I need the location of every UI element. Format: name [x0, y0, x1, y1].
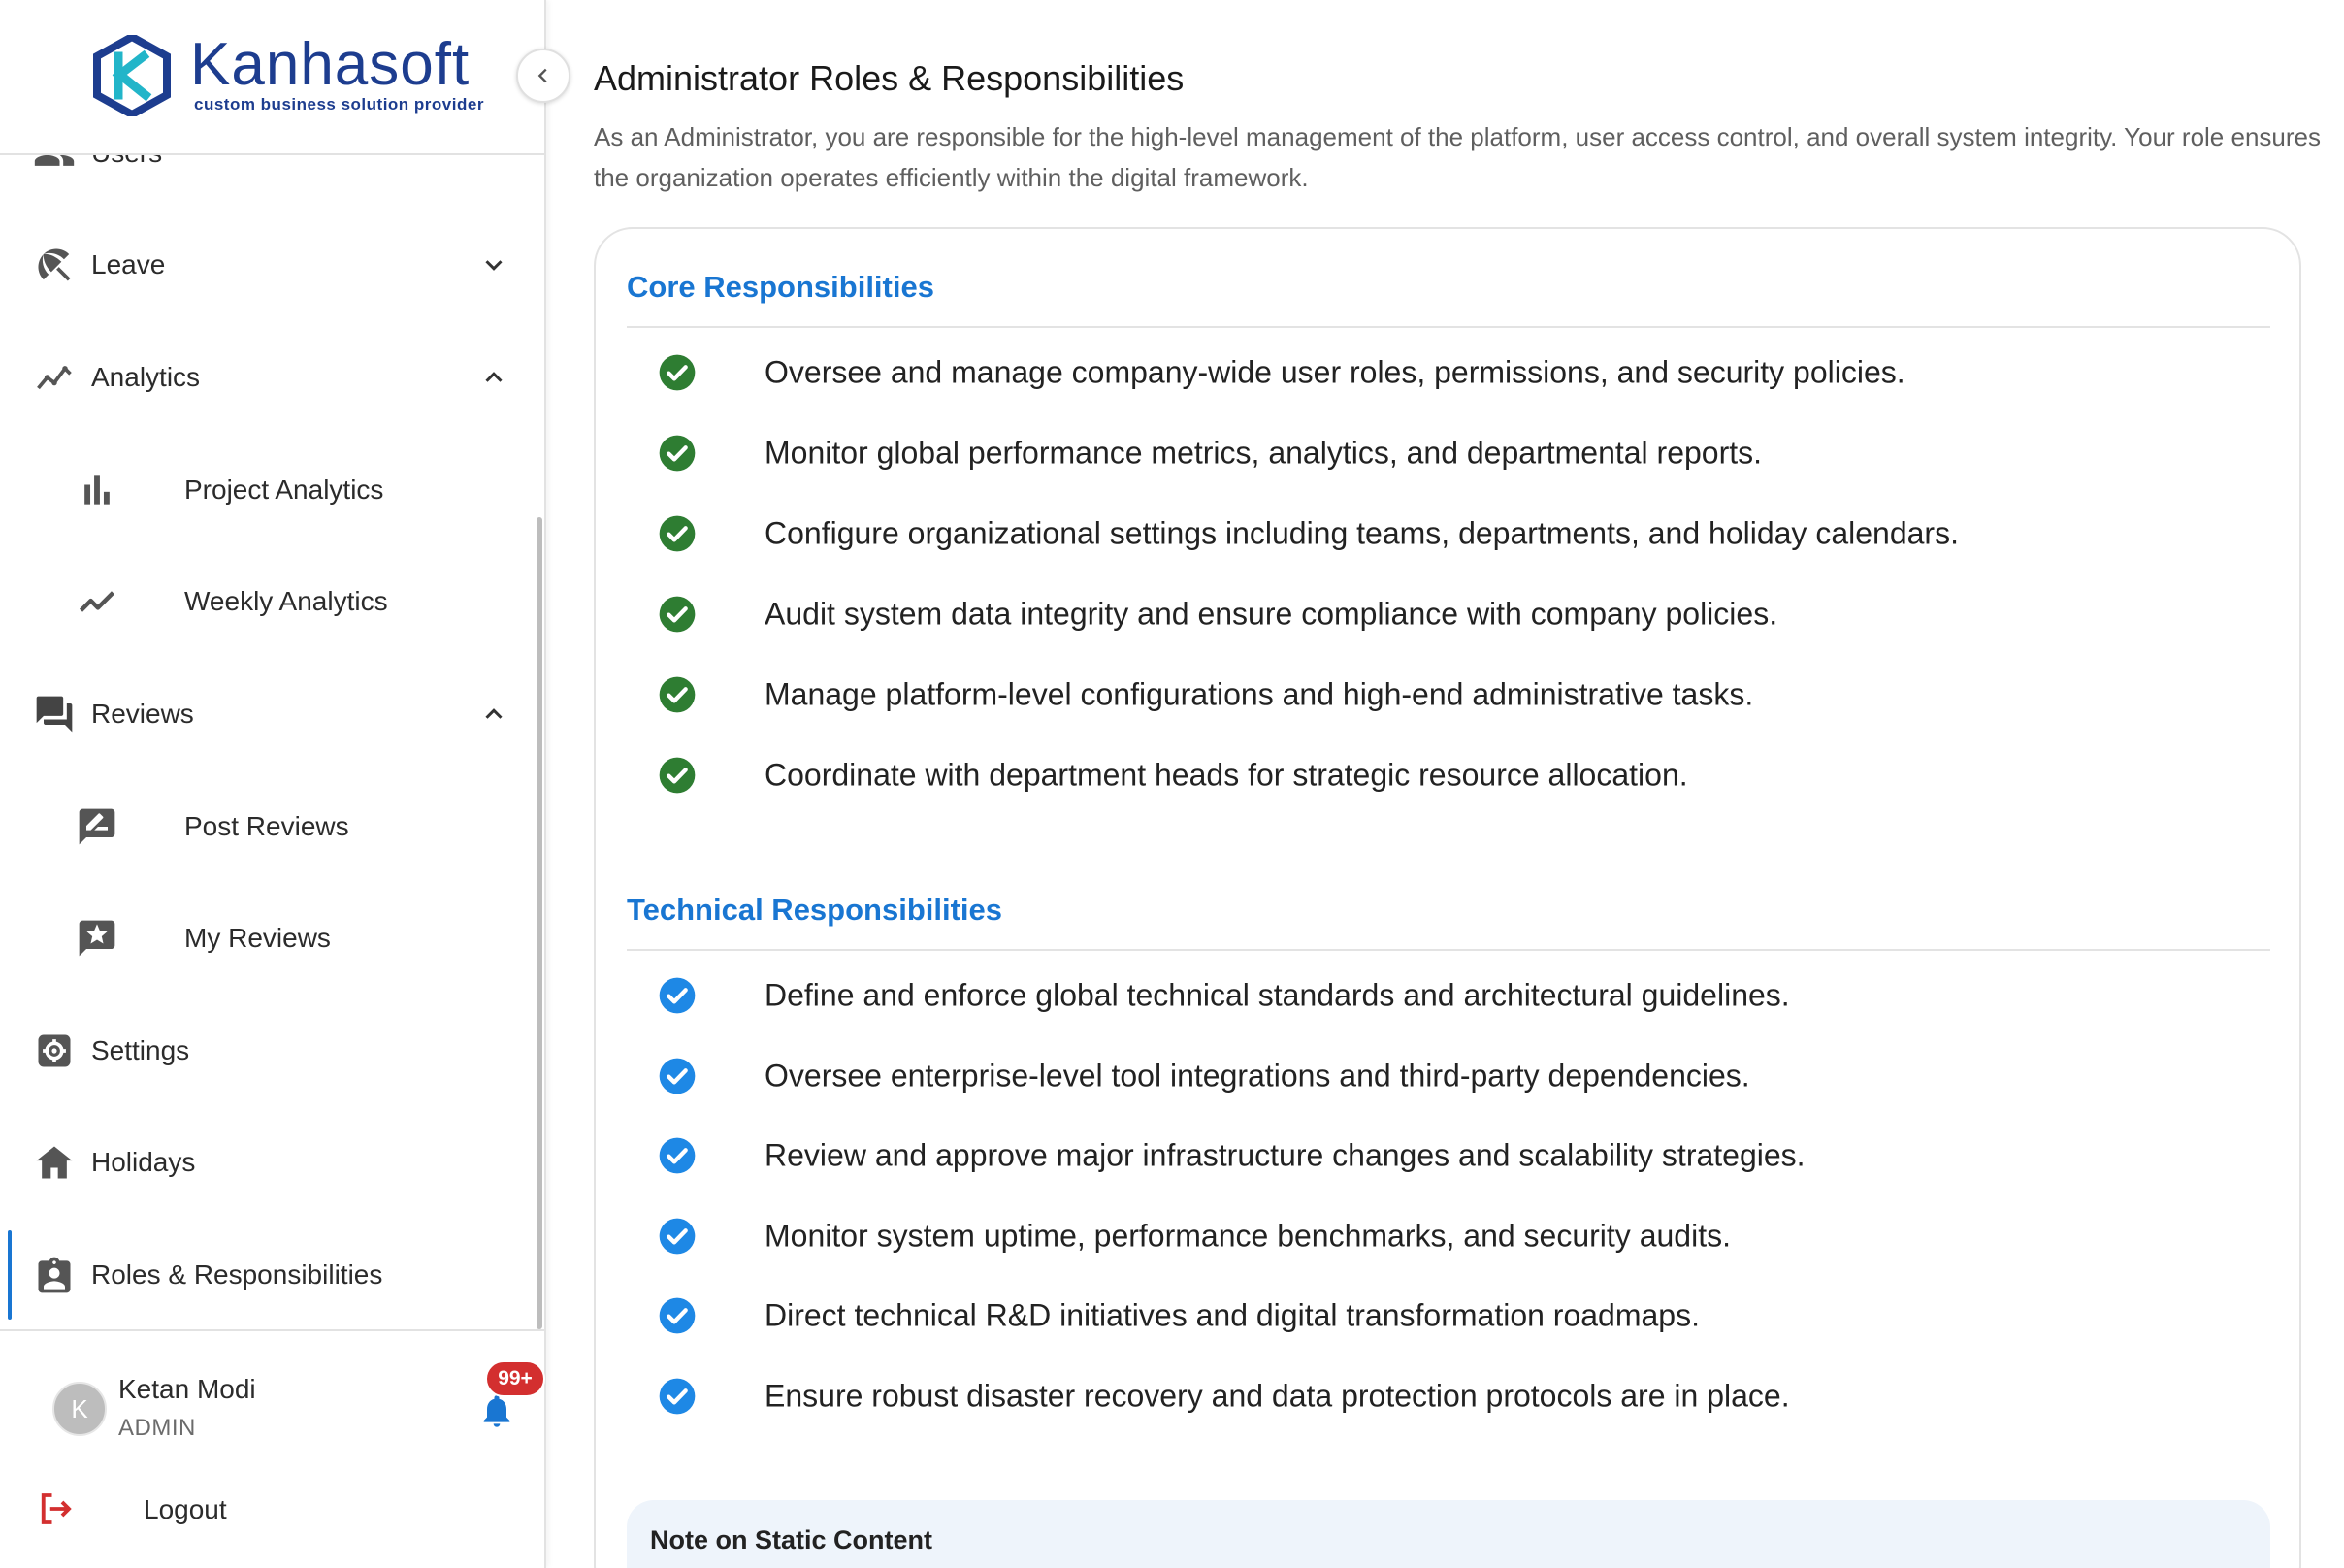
- trend-line-icon: [76, 580, 118, 623]
- sidebar-item-label: Project Analytics: [184, 474, 384, 505]
- sidebar-item-label: Post Reviews: [184, 811, 349, 841]
- chevron-up-icon[interactable]: [479, 363, 508, 392]
- chevron-left-icon: [533, 65, 554, 86]
- responsibility-text: Oversee and manage company-wide user roles, permissions, and security policies.: [765, 354, 1905, 390]
- list-item: [596, 505, 2303, 563]
- list-item: [596, 1207, 2303, 1265]
- sidebar-item-post-reviews[interactable]: [0, 778, 544, 875]
- sidebar-collapse-button[interactable]: [516, 49, 570, 103]
- responsibility-text: Monitor system uptime, performance benchmarks, and security audits.: [765, 1218, 1731, 1253]
- sidebar-item-holidays[interactable]: [0, 1114, 544, 1211]
- sidebar-item-label: Holidays: [91, 1147, 196, 1177]
- list-item: [596, 666, 2303, 724]
- list-item: [596, 1367, 2303, 1425]
- responsibility-text: Direct technical R&D initiatives and digital transformation roadmaps.: [765, 1297, 1700, 1333]
- check-circle-icon: [658, 595, 697, 634]
- rate-review-icon: [76, 805, 118, 848]
- list-item: [596, 1287, 2303, 1345]
- user-role: ADMIN: [118, 1415, 196, 1441]
- note-title: Note on Static Content: [650, 1525, 932, 1554]
- responsibility-text: Define and enforce global technical standards and architectural guidelines.: [765, 977, 1790, 1013]
- analytics-icon: [33, 356, 76, 399]
- core-section-title: Core Responsibilities: [627, 270, 934, 304]
- brand-name: Kanhasoft: [190, 31, 471, 98]
- sidebar-item-label: Settings: [91, 1035, 190, 1065]
- sidebar-nav: [0, 0, 544, 1329]
- user-panel: [0, 1329, 544, 1568]
- check-circle-icon: [658, 756, 697, 795]
- sidebar-item-settings[interactable]: [0, 1002, 544, 1099]
- responsibility-text: Manage platform-level configurations and high-end administrative tasks.: [765, 676, 1754, 712]
- star-review-icon: [76, 917, 118, 960]
- sidebar-item-label: Roles & Responsibilities: [91, 1259, 383, 1290]
- sidebar-item-leave[interactable]: [0, 216, 544, 313]
- leave-icon: [33, 244, 76, 286]
- technical-section-title: Technical Responsibilities: [627, 893, 1003, 927]
- kanhasoft-logo-icon: [93, 35, 171, 116]
- check-circle-icon: [658, 1136, 697, 1175]
- logout-button[interactable]: Logout: [144, 1494, 227, 1524]
- divider: [627, 949, 2270, 951]
- sidebar-item-label: Reviews: [91, 699, 194, 729]
- badge-icon: [33, 1254, 76, 1296]
- list-item: [596, 746, 2303, 804]
- sidebar-item-weekly-analytics[interactable]: [0, 553, 544, 650]
- responsibility-text: Review and approve major infrastructure changes and scalability strategies.: [765, 1137, 1806, 1173]
- responsibility-text: Coordinate with department heads for strategic resource allocation.: [765, 757, 1688, 793]
- list-item: [596, 966, 2303, 1025]
- list-item: [596, 585, 2303, 643]
- list-item: [596, 1127, 2303, 1185]
- logo-header: [0, 0, 544, 155]
- sidebar-item-label: Leave: [91, 249, 166, 279]
- notification-badge: 99+: [485, 1360, 545, 1397]
- sidebar-item-roles-responsibilities[interactable]: [0, 1226, 544, 1323]
- check-circle-icon: [658, 434, 697, 473]
- bar-chart-icon: [76, 469, 118, 511]
- reviews-icon: [33, 693, 76, 735]
- check-circle-icon: [658, 675, 697, 714]
- divider: [627, 326, 2270, 328]
- responsibility-text: Ensure robust disaster recovery and data protection protocols are in place.: [765, 1378, 1790, 1413]
- responsibility-text: Configure organizational settings including teams, departments, and holiday calendars.: [765, 515, 1959, 551]
- user-name: Ketan Modi: [118, 1374, 256, 1404]
- check-circle-icon: [658, 1217, 697, 1256]
- sidebar-scrollbar[interactable]: [537, 517, 542, 1329]
- sidebar-item-reviews[interactable]: [0, 666, 544, 763]
- check-circle-icon: [658, 1296, 697, 1335]
- home-icon: [33, 1141, 76, 1184]
- list-item: [596, 343, 2303, 402]
- responsibility-text: Audit system data integrity and ensure compliance with company policies.: [765, 596, 1778, 632]
- sidebar-item-label: My Reviews: [184, 923, 331, 953]
- sidebar-item-analytics[interactable]: [0, 329, 544, 426]
- chevron-up-icon[interactable]: [479, 700, 508, 729]
- check-circle-icon: [658, 1057, 697, 1095]
- settings-icon: [33, 1029, 76, 1072]
- note-box: [627, 1500, 2270, 1568]
- responsibility-text: Monitor global performance metrics, analytics, and departmental reports.: [765, 435, 1763, 471]
- sidebar-item-my-reviews[interactable]: [0, 890, 544, 987]
- check-circle-icon: [658, 1377, 697, 1416]
- check-circle-icon: [658, 976, 697, 1015]
- responsibilities-card: [594, 227, 2301, 1568]
- list-item: [596, 1047, 2303, 1105]
- sidebar-item-label: Analytics: [91, 362, 201, 392]
- check-circle-icon: [658, 514, 697, 553]
- page-description: As an Administrator, you are responsible for the high-level management of the platform, user access control, and overall system integrity. Your role ensures the organization operates efficiently within the digital framework.: [594, 122, 2321, 192]
- main-content: [594, 0, 2330, 1568]
- list-item: [596, 424, 2303, 482]
- brand-tagline: custom business solution provider: [194, 95, 484, 114]
- sidebar-item-project-analytics[interactable]: [0, 441, 544, 539]
- sidebar-item-label: Weekly Analytics: [184, 586, 388, 616]
- logout-icon[interactable]: [35, 1488, 76, 1529]
- notification-bell-icon[interactable]: [477, 1391, 516, 1430]
- responsibility-text: Oversee enterprise-level tool integrations and third-party dependencies.: [765, 1058, 1750, 1093]
- chevron-down-icon[interactable]: [479, 250, 508, 279]
- sidebar: [0, 0, 546, 1568]
- avatar[interactable]: K: [52, 1382, 107, 1436]
- check-circle-icon: [658, 353, 697, 392]
- page-title: Administrator Roles & Responsibilities: [594, 58, 1185, 98]
